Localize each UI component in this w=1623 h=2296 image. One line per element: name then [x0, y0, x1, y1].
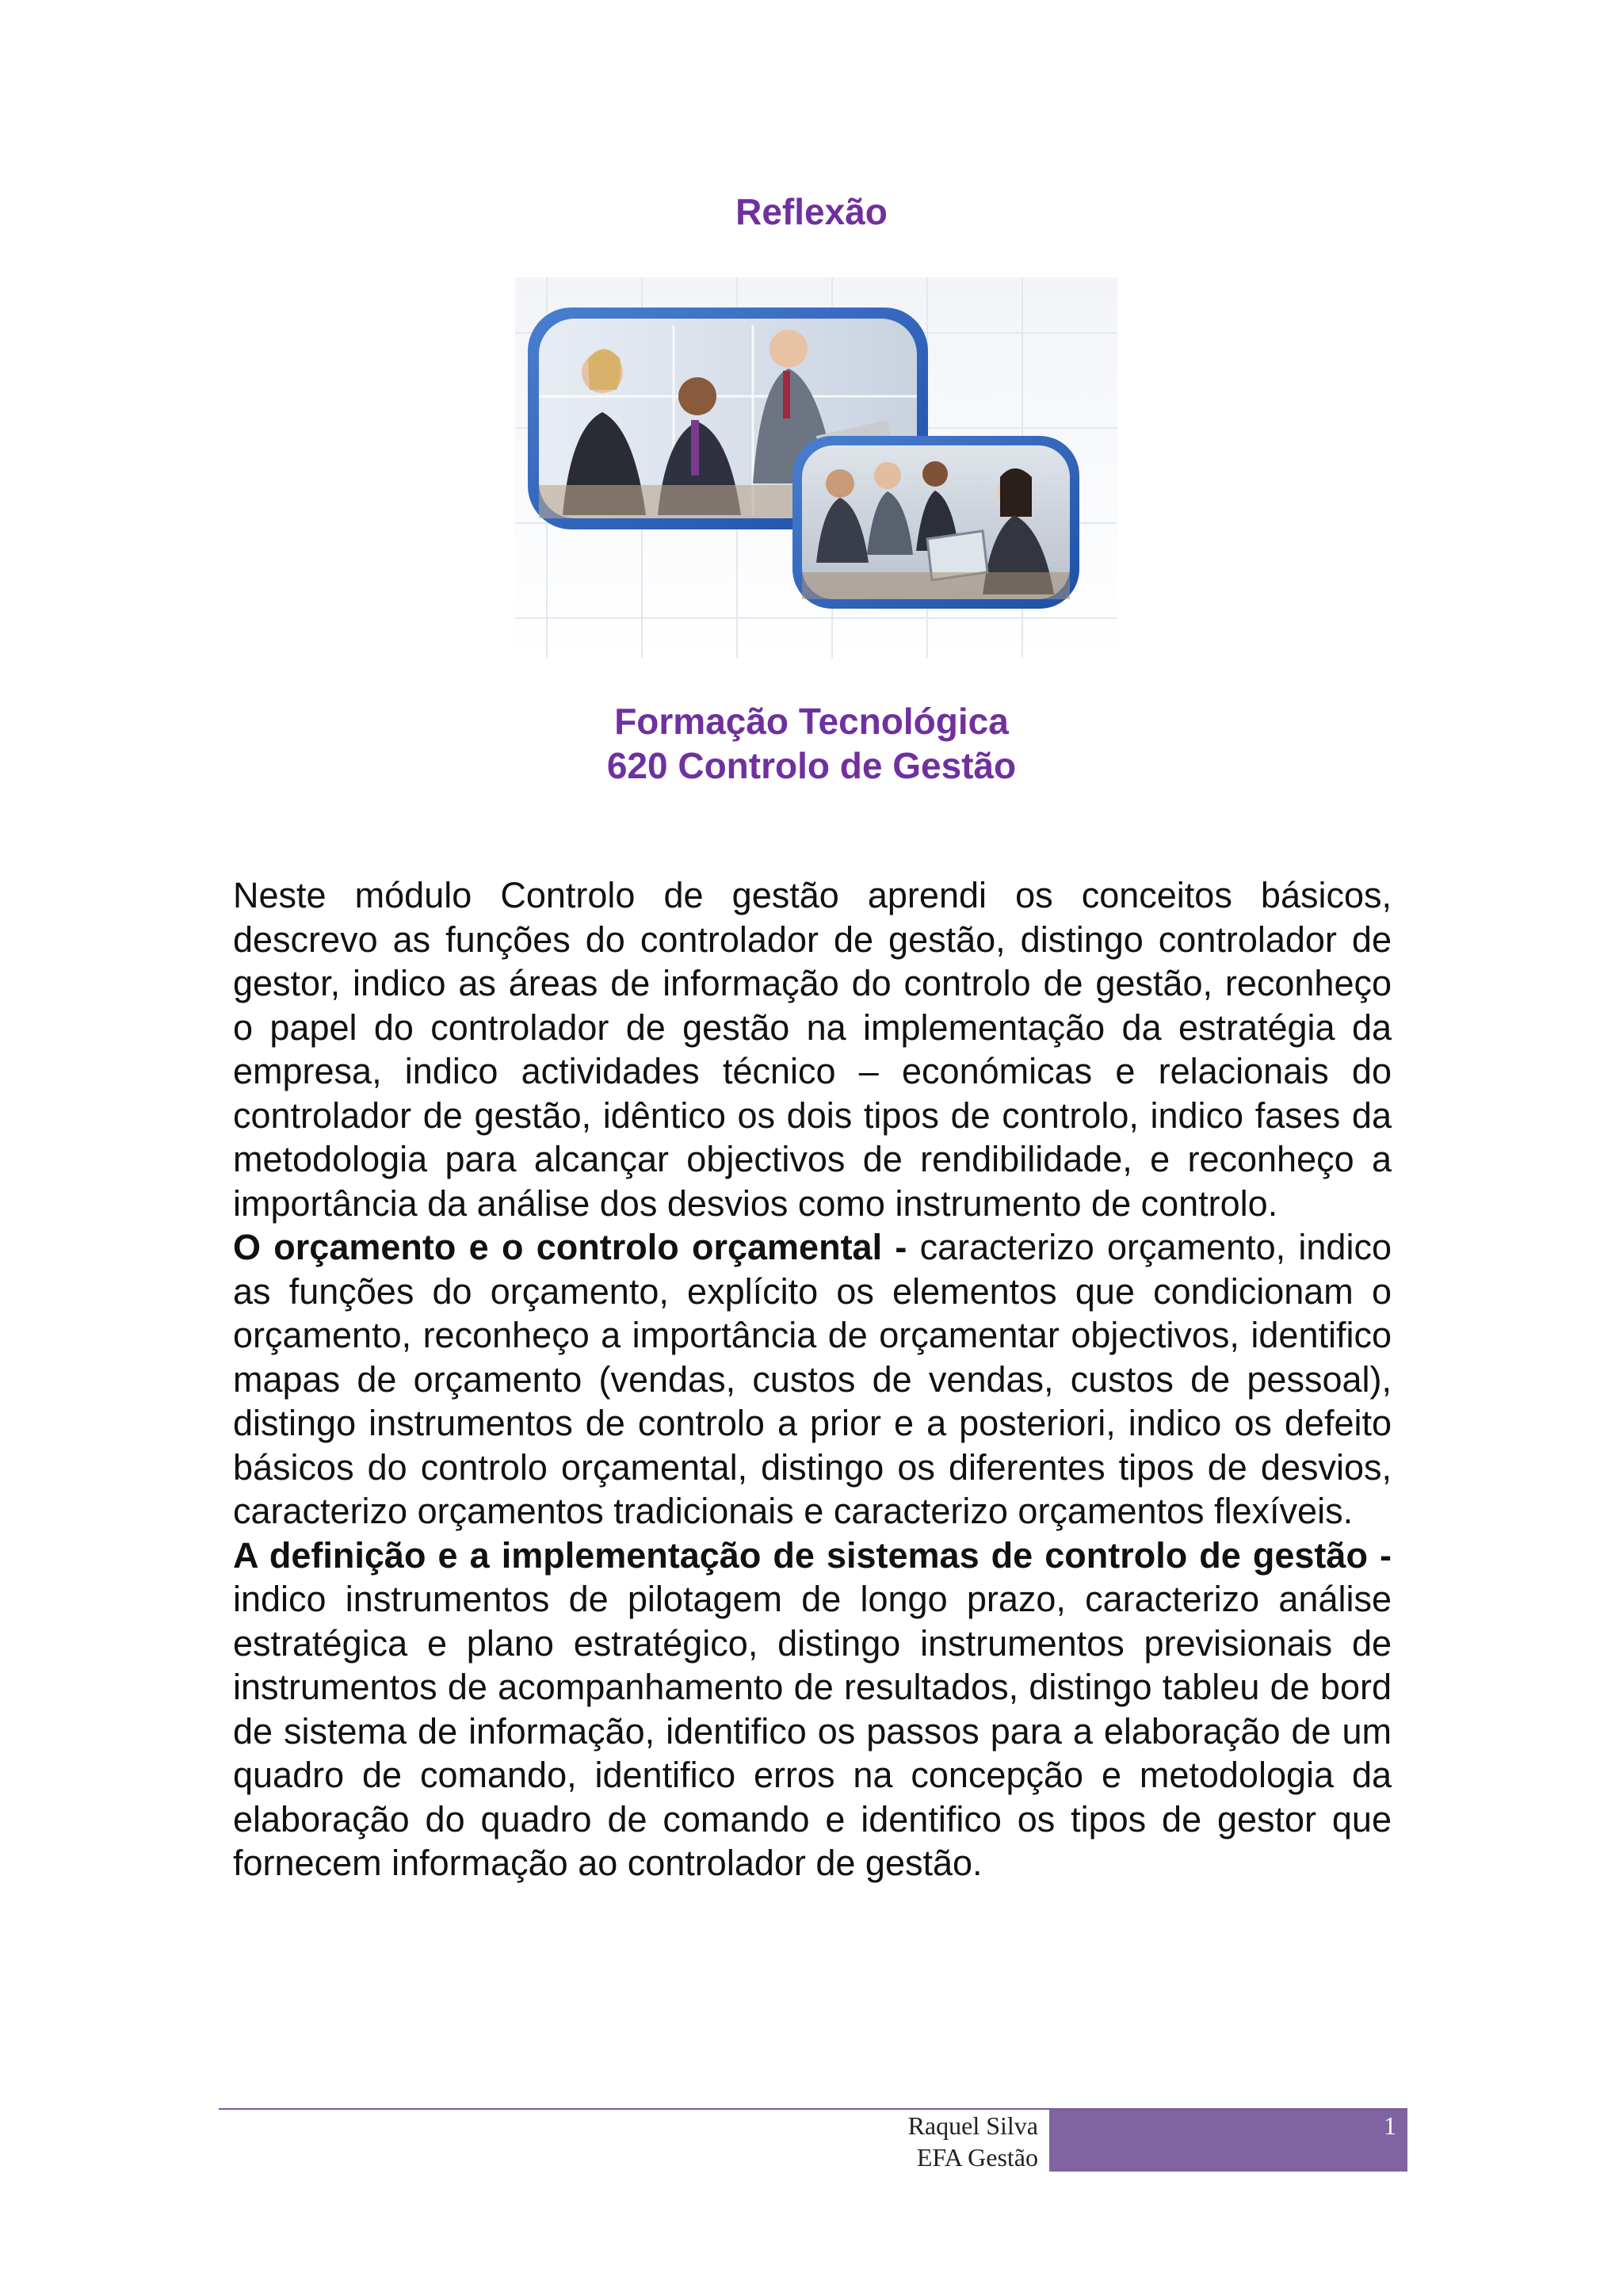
- paragraph-systems: [233, 1534, 1392, 1885]
- paragraph-systems-heading: A definição e a implementação de sistemas de controlo de gestão -: [233, 1534, 1392, 1576]
- paragraph-intro: Neste módulo Controlo de gestão aprendi os conceitos básicos, descrevo as funções do controlador de gestão, distingo controlador de gestor, indico as áreas de informação do controlo de gestão, reconheço o papel do controlador de gestão na implementação da estratégia da empresa, indico actividades técnico – económicas e relacionais do controlador de gestão, idêntico os dois tipos de controlo, indico fases da metodologia para alcançar objectivos de rendibilidade, e reconheço a importância da análise dos desvios como instrumento de controlo.: [233, 875, 1392, 1224]
- footer-info: [840, 2110, 1038, 2173]
- page-title: Reflexão: [735, 191, 888, 232]
- paragraph-budget-text: caracterizo orçamento, indico as funções do orçamento, explícito os elementos que condicionam o orçamento, reconheço a importância de orçamentar objectivos, identifico mapas de orçamento (vendas, custos de vendas, custos de pessoal), distingo instrumentos de controlo a prior e a posteriori, indico os defeito básicos do controlo orçamental, distingo os diferentes tipos de desvios, caracterizo orçamentos tradicionais e caracterizo orçamentos flexíveis.: [233, 1227, 1392, 1531]
- course-area: Formação Tecnológica: [614, 701, 1009, 742]
- footer-author-name: Raquel Silva: [907, 2111, 1038, 2140]
- reflection-text: [233, 873, 1392, 1885]
- page-number: 1: [1384, 2111, 1396, 2140]
- business-meeting-photo-collage: [515, 277, 1117, 658]
- footer-course-name: EFA Gestão: [916, 2143, 1038, 2172]
- footer-page-box: [1049, 2110, 1407, 2172]
- module-name: 620 Controlo de Gestão: [606, 745, 1017, 786]
- paragraph-systems-text: indico instrumentos de pilotagem de longo prazo, caracterizo análise estratégica e plano estratégico, distingo instrumentos previsionais de instrumentos de acompanhamento de resultados, distingo tableu de bord de sistema de informação, identifico os passos para a elaboração de um quadro de comando, identifico erros na concepção e metodologia da elaboração do quadro de comando e identifico os tipos de gestor que fornecem informação ao controlador de gestão.: [233, 1579, 1392, 1883]
- course-heading: [0, 699, 1623, 788]
- paragraph-budget-heading: O orçamento e o controlo orçamental -: [233, 1227, 907, 1267]
- paragraph-budget: [233, 1225, 1392, 1534]
